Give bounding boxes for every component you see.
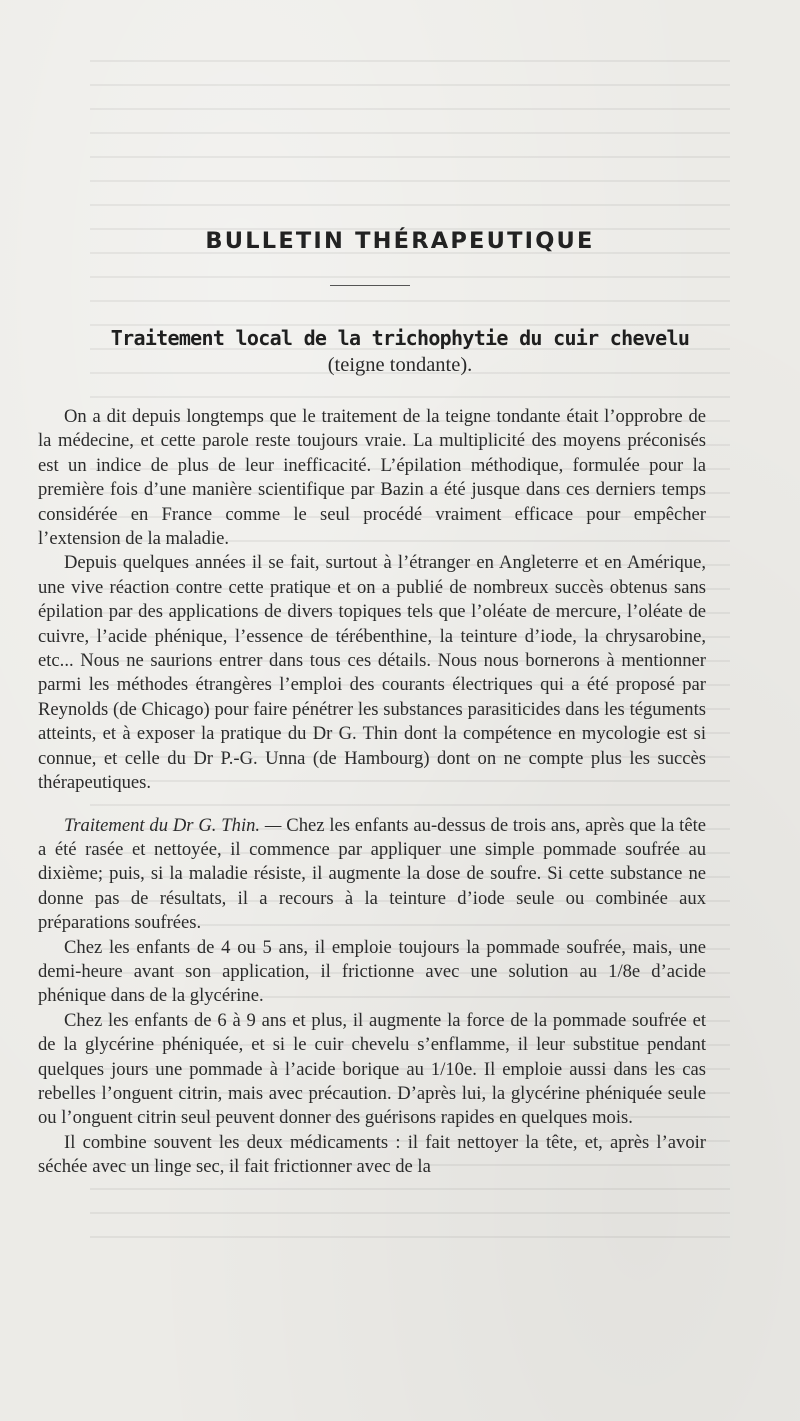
article-subtitle: (teigne tondante). — [327, 354, 473, 376]
paragraph-6: Il combine souvent les deux médicaments : il fait nettoyer la tête, et, après l’avoir séchée avec un linge sec, il fait frictionner avec de la — [38, 1131, 706, 1178]
article-title: Traitement local de la trichophytie du cuir chevelu — [110, 326, 690, 350]
paragraph-4: Chez les enfants de 4 ou 5 ans, il emploie toujours la pommade soufrée, mais, une demi-heure avant son application, il frictionne avec une solution au 1/8e d’acide phénique dans de la glycérine. — [38, 936, 706, 1007]
paragraph-3-text: Chez les enfants au-dessus de trois ans, après que la tête a été rasée et nettoyée, il commence par appliquer une simple pommade soufrée au dixième; puis, si la maladie résiste, il augmente la dose de soufre. Si cette substance ne donne pas de résultats, il a recours à la teinture d’iode seule ou combinée aux préparations soufrées. — [38, 814, 706, 934]
header-divider — [330, 285, 410, 286]
section-heading: Traitement du Dr G. Thin. — — [64, 814, 282, 836]
bulletin-header: BULLETIN THÉRAPEUTIQUE — [205, 228, 595, 254]
paragraph-2: Depuis quelques années il se fait, surtout à l’étranger en Angleterre et en Amérique, une vive réaction contre cette pratique et on a publié de nombreux succès obtenus sans épilation par des applications de divers topiques tels que l’oléate de mercure, l’oléate de cuivre, l’acide phénique, l’essence de térébenthine, la teinture d’iode, la chrysarobine, etc... Nous ne saurions entrer dans tous ces détails. Nous nous bornerons à mentionner parmi les méthodes étrangères l’emploi des courants électriques qui a été proposé par Reynolds (de Chicago) pour faire pénétrer les substances parasiticides dans les téguments atteints, et à exposer la pratique du Dr G. Thin dont la compétence en mycologie est si connue, et celle du Dr P.-G. Unna (de Hambourg) dont on ne compte plus les succès thérapeutiques. — [38, 552, 706, 794]
article-body — [38, 405, 706, 1180]
paragraph-3 — [38, 814, 706, 936]
paragraph-5: Chez les enfants de 6 à 9 ans et plus, il augmente la force de la pommade soufrée et de la glycérine phéniquée, et si le cuir chevelu s’enflamme, il leur substitue pendant quelques jours une pommade à l’acide borique au 1/10e. Il emploie aussi dans les cas rebelles l’onguent citrin, mais avec précaution. D’après lui, la glycérine phéniquée seule ou l’onguent citrin seul peuvent donner des guérisons rapides en quelques mois. — [38, 1009, 706, 1129]
paragraph-1: On a dit depuis longtemps que le traitement de la teigne tondante était l’opprobre de la médecine, et cette parole reste toujours vraie. La multiplicité des moyens préconisés est un indice de plus de leur inefficacité. L’épilation méthodique, formulée pour la première fois d’une manière scientifique par Bazin a été jusque dans ces derniers temps considérée en France comme le seul procédé vraiment efficace pour empêcher l’extension de la maladie. — [38, 406, 706, 550]
